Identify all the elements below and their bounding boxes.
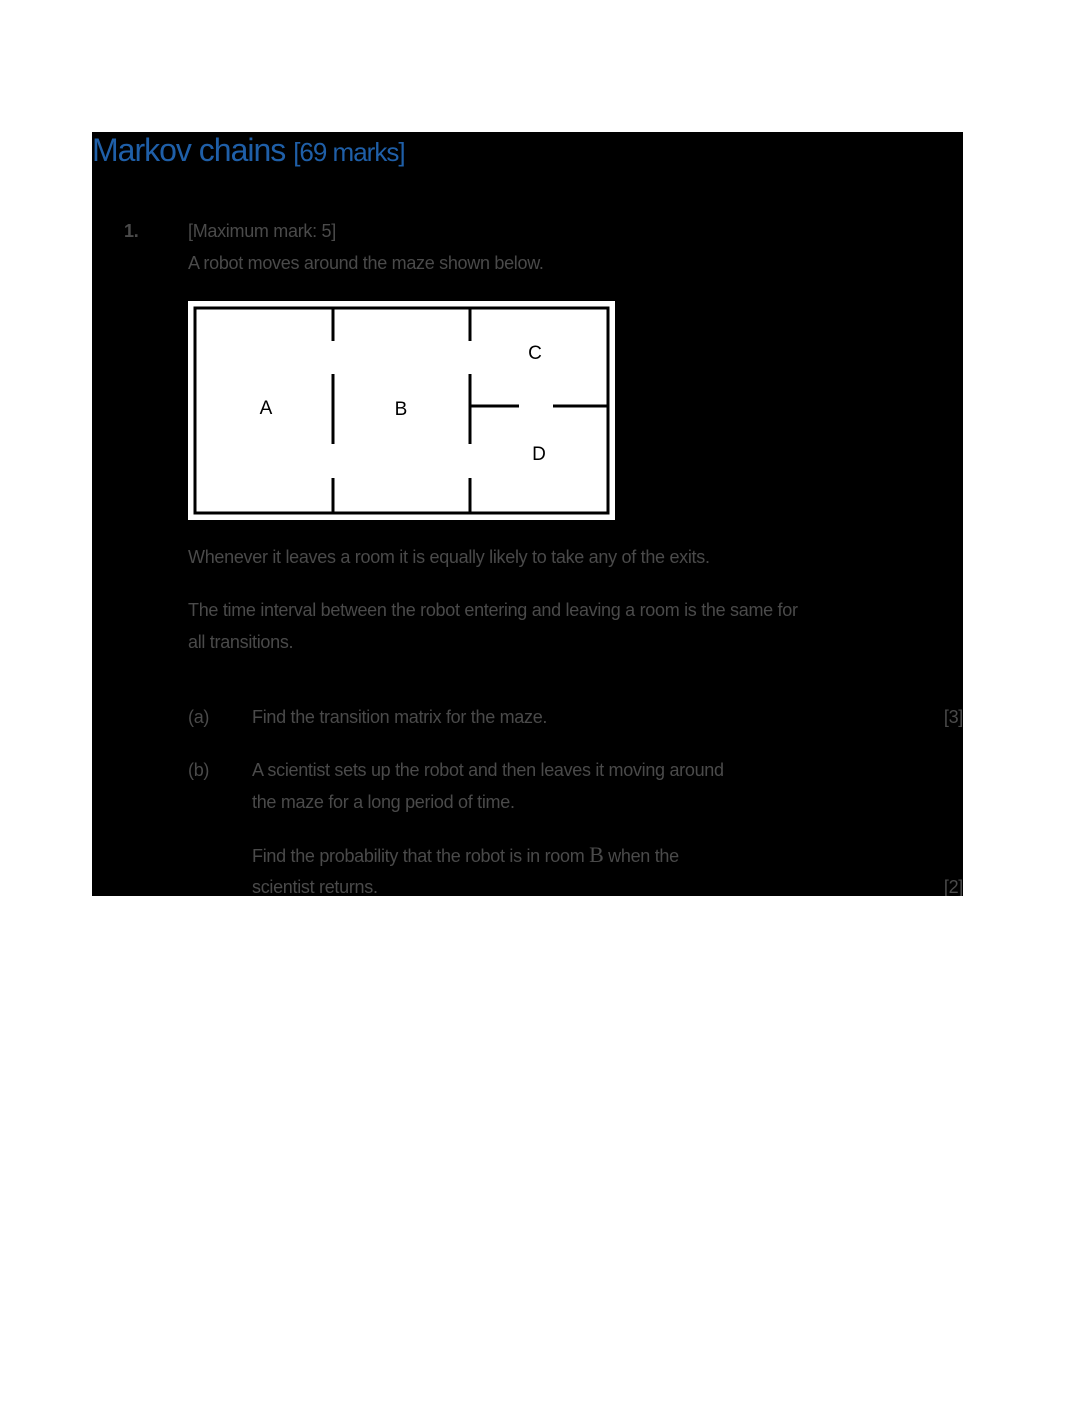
- paragraph-interval-line1: The time interval between the robot entering and leaving a room is the same for: [188, 600, 798, 620]
- section-title: [92, 132, 405, 169]
- section-marks: [69 marks]: [293, 137, 405, 167]
- part-a-text: Find the transition matrix for the maze.: [252, 707, 548, 727]
- room-b-math: B: [589, 842, 604, 867]
- part-b-line1: A scientist sets up the robot and then leaves it moving around: [252, 760, 724, 780]
- max-mark: [Maximum mark: 5]: [188, 221, 336, 241]
- paragraph-exits: Whenever it leaves a room it is equally likely to take any of the exits.: [188, 547, 710, 567]
- part-b-line4: scientist returns.: [252, 877, 378, 896]
- maze-room-c: C: [528, 343, 542, 364]
- part-b-line3-before: Find the probability that the robot is in room: [252, 846, 590, 866]
- section-title-text: Markov chains: [92, 132, 286, 168]
- part-b-label: (b): [188, 760, 210, 780]
- part-b-line2: the maze for a long period of time.: [252, 792, 515, 812]
- part-b-mark: [2]: [943, 877, 963, 896]
- question-panel: [92, 132, 963, 896]
- question-intro: A robot moves around the maze shown below.: [188, 253, 544, 273]
- maze-room-a: A: [259, 398, 273, 419]
- maze-room-d: D: [532, 444, 546, 465]
- maze-diagram: [188, 301, 615, 520]
- part-b-line3: [252, 839, 679, 872]
- maze-room-b: B: [394, 399, 408, 420]
- part-a-label: (a): [188, 707, 210, 727]
- paragraph-interval-line2: all transitions.: [188, 632, 294, 652]
- part-a-mark: [3]: [943, 707, 963, 727]
- question-number: 1.: [124, 221, 139, 241]
- part-b-line3-after: when the: [603, 846, 679, 866]
